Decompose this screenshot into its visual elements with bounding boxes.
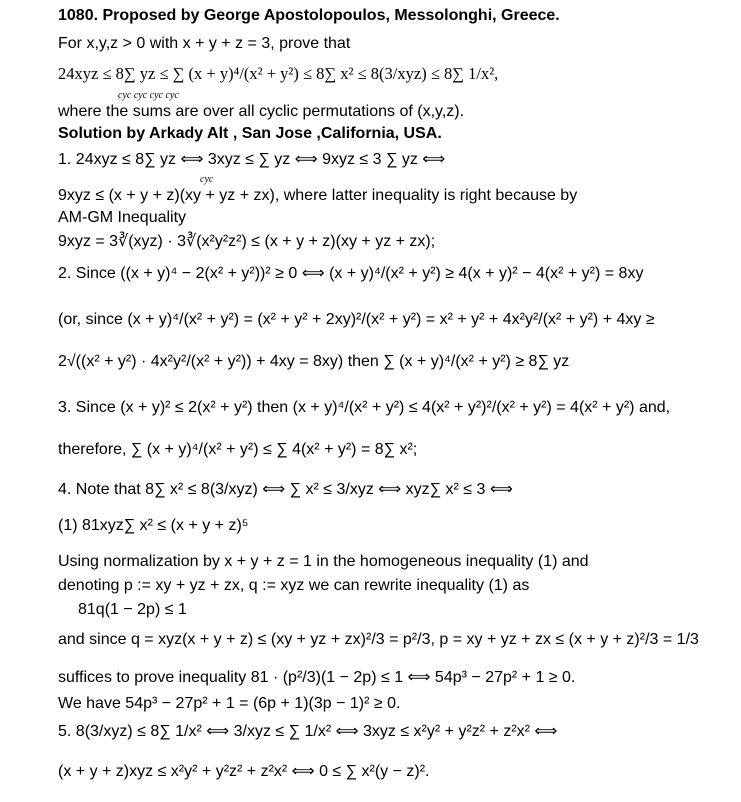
- problem-statement: For x,y,z > 0 with x + y + z = 3, prove that: [58, 35, 351, 52]
- solution-heading: Solution by Arkady Alt , San Jose ,California, USA.: [58, 125, 442, 142]
- cyc-subscript: cyc: [200, 174, 214, 185]
- step-4-line-8: We have 54p³ − 27p² + 1 = (6p + 1)(3p − 1)² ≥ 0.: [58, 695, 401, 712]
- step-4-line-4: denoting p := xy + yz + zx, q := xyz we can rewrite inequality (1) as: [58, 577, 530, 594]
- step-4-inequality-1: (1) 81xyz∑ x² ≤ (x + y + z)⁵: [58, 517, 249, 534]
- step-1-line-4: 9xyz = 3∛(xyz) · 3∛(x²y²z²) ≤ (x + y + z)(xy + yz + zx);: [58, 233, 436, 250]
- step-2-line: 2. Since ((x + y)⁴ − 2(x² + y²))² ≥ 0 ⟺ (x + y)⁴/(x² + y²) ≥ 4(x + y)² − 4(x² + y²) = 8xy: [58, 265, 644, 282]
- step-5-line-2: (x + y + z)xyz ≤ x²y² + y²z² + z²x² ⟺ 0 ≤ ∑ x²(y − z)².: [58, 763, 430, 780]
- problem-note: where the sums are over all cyclic permutations of (x,y,z).: [58, 103, 465, 120]
- step-4-line-5: 81q(1 − 2p) ≤ 1: [78, 601, 187, 618]
- step-2-line-3: 2√((x² + y²) · 4x²y²/(x² + y²)) + 4xy = 8xy) then ∑ (x + y)⁴/(x² + y²) ≥ 8∑ yz: [58, 353, 570, 370]
- step-3-line-2: therefore, ∑ (x + y)⁴/(x² + y²) ≤ ∑ 4(x² + y²) = 8∑ x²;: [58, 441, 418, 458]
- step-1-line: 1. 24xyz ≤ 8∑ yz ⟺ 3xyz ≤ ∑ yz ⟺ 9xyz ≤ 3 ∑ yz ⟺: [58, 151, 446, 168]
- step-3-line: 3. Since (x + y)² ≤ 2(x² + y²) then (x + y)⁴/(x² + y²) ≤ 4(x² + y²)²/(x² + y²) = 4(x² + y²) and,: [58, 399, 671, 416]
- step-4-line-6: and since q = xyz(x + y + z) ≤ (xy + yz + zx)²/3 = p²/3, p = xy + yz + zx ≤ (x + y + z)²/3 = 1/3: [58, 631, 699, 648]
- step-1-line-3: AM-GM Inequality: [58, 209, 187, 226]
- main-inequality-subscripts: cyc cyc cyc cyc: [118, 90, 179, 101]
- problem-title: 1080. Proposed by George Apostolopoulos, Messolonghi, Greece.: [58, 7, 560, 24]
- step-5-line: 5. 8(3/xyz) ≤ 8∑ 1/x² ⟺ 3/xyz ≤ ∑ 1/x² ⟺ 3xyz ≤ x²y² + y²z² + z²x² ⟺: [58, 723, 558, 740]
- step-1-line-2: 9xyz ≤ (x + y + z)(xy + yz + zx), where latter inequality is right because by: [58, 187, 578, 204]
- main-inequality: 24xyz ≤ 8∑ yz ≤ ∑ (x + y)⁴/(x² + y²) ≤ 8∑ x² ≤ 8(3/xyz) ≤ 8∑ 1/x²,: [58, 64, 499, 83]
- step-2-line-2: (or, since (x + y)⁴/(x² + y²) = (x² + y² + 2xy)²/(x² + y²) = x² + y² + 4x²y²/(x² + y²) + 4xy ≥: [58, 311, 655, 328]
- step-4-line: 4. Note that 8∑ x² ≤ 8(3/xyz) ⟺ ∑ x² ≤ 3/xyz ⟺ xyz∑ x² ≤ 3 ⟺: [58, 481, 513, 498]
- step-4-line-7: suffices to prove inequality 81 · (p²/3)(1 − 2p) ≤ 1 ⟺ 54p³ − 27p² + 1 ≥ 0.: [58, 669, 576, 686]
- step-4-line-3: Using normalization by x + y + z = 1 in the homogeneous inequality (1) and: [58, 553, 589, 570]
